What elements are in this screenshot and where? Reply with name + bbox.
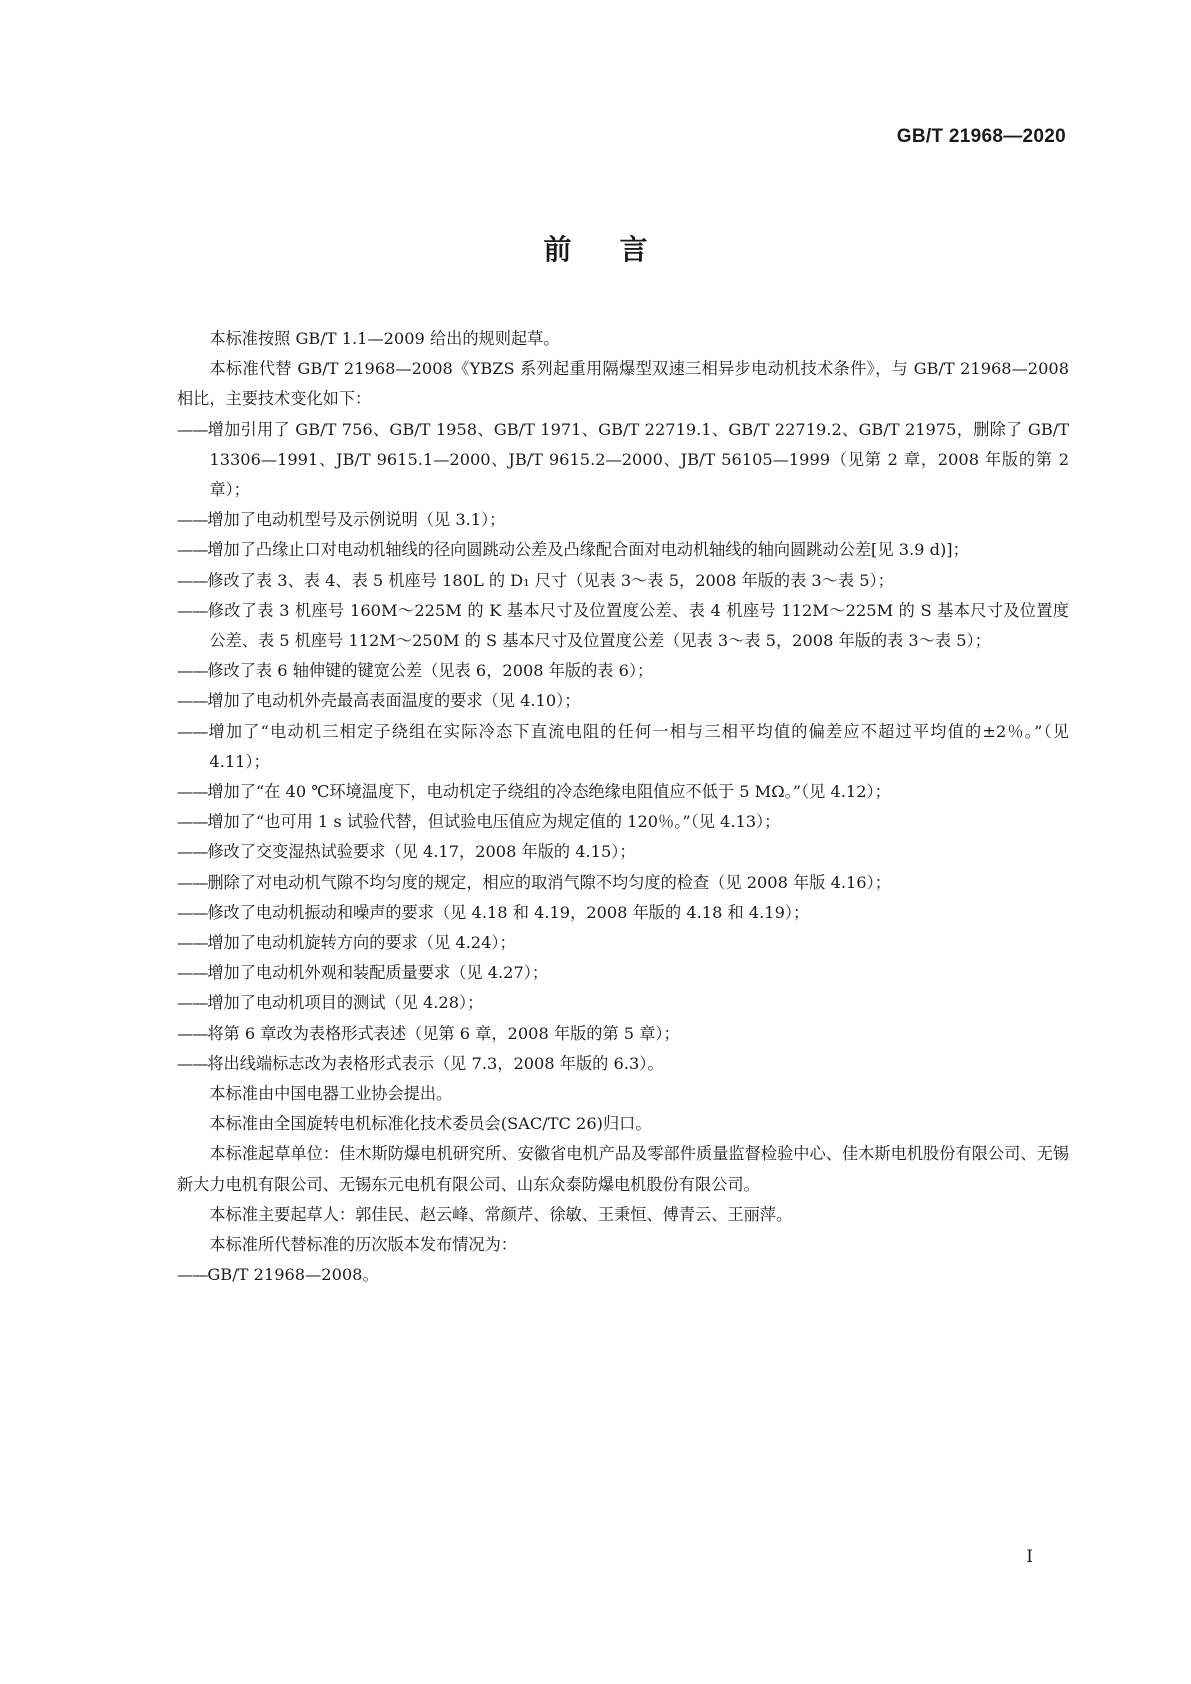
dash-marker: —— [177,933,208,953]
page-number: I [1026,1547,1033,1567]
paragraph: 本标准主要起草人：郭佳民、赵云峰、常颜芹、徐敏、王秉恒、傅青云、王丽萍。 [209,1204,793,1224]
dash-marker: —— [177,1023,208,1043]
list-item [177,535,1069,565]
list-item-text: 增加了凸缘止口对电动机轴线的径向圆跳动公差及凸缘配合面对电动机轴线的轴向圆跳动公差[见 3.9 d)]； [207,540,969,560]
list-item [177,928,1069,958]
dash-marker: —— [177,993,208,1013]
list-item-text: 将出线端标志改为表格形式表示（见 7.3，2008 年版的 6.3）。 [207,1053,664,1073]
list-item-text: 增加了电动机型号及示例说明（见 3.1）； [207,510,506,530]
paragraph: 本标准由中国电器工业协会提出。 [209,1084,453,1104]
list-item [177,505,1069,535]
dash-marker: —— [177,540,208,560]
list-item [177,777,1069,807]
paragraph: 本标准由全国旋转电机标准化技术委员会(SAC/TC 26)归口。 [209,1114,652,1134]
list-item-text: 修改了电动机振动和噪声的要求（见 4.18 和 4.19，2008 年版的 4.18 和 4.19）； [207,902,810,922]
dash-marker: —— [177,721,208,741]
paragraph: 本标准起草单位：佳木斯防爆电机研究所、安徽省电机产品及零部件质量监督检验中心、佳木斯电机股份有限公司、无锡新大力电机有限公司、无锡东元电机有限公司、山东众泰防爆电机股份有限公司。 [177,1144,1069,1194]
list-item-text: 增加引用了 GB/T 756、GB/T 1958、GB/T 1971、GB/T 22719.1、GB/T 22719.2、GB/T 21975，删除了 GB/T 13306—1991、JB/T 9615.1—2000、JB/T 9615.2—2000、JB/T 56105—1999（见第 2 章，2008 年版的第 2 章）； [207,419,1069,500]
list-item [177,1019,1069,1049]
list-item-text: 修改了表 3、表 4、表 5 机座号 180L 的 D₁ 尺寸（见表 3～表 5，2008 年版的表 3～表 5）； [207,570,894,590]
dash-marker: —— [177,842,208,862]
list-item [177,656,1069,686]
changes-list [177,415,1069,1079]
list-item [177,1049,1069,1079]
list-item [177,686,1069,716]
list-item-text: 修改了表 6 轴伸键的键宽公差（见表 6，2008 年版的表 6）； [207,661,654,681]
dash-marker: —— [177,510,208,530]
page-title: 前言 [543,233,696,266]
list-item-text: 增加了电动机项目的测试（见 4.28）； [207,993,484,1013]
list-item [177,415,1069,506]
paragraph: 本标准按照 GB/T 1.1—2009 给出的规则起草。 [209,329,560,348]
foreword-body [177,324,1069,1291]
dash-marker: —— [177,419,208,439]
list-item-text: 删除了对电动机气隙不均匀度的规定，相应的取消气隙不均匀度的检查（见 2008 年版 4.16）； [207,872,891,892]
dash-marker: —— [177,600,208,620]
list-item-text: 增加了“电动机三相定子绕组在实际冷态下直流电阻的任何一相与三相平均值的偏差应不超过平均值的±2％。”（见 4.11）； [207,721,1069,771]
list-item [177,988,1069,1018]
list-item-text: 修改了交变湿热试验要求（见 4.17，2008 年版的 4.15）； [207,842,636,862]
dash-marker: —— [177,661,208,681]
history-item [177,1260,1069,1290]
dash-marker: —— [177,1265,208,1285]
list-item [177,717,1069,777]
dash-marker: —— [177,902,208,922]
list-item [177,868,1069,898]
standard-number: GB/T 21968—2020 [896,126,1066,147]
dash-marker: —— [177,812,208,832]
list-item-text: 增加了“也可用 1 s 试验代替，但试验电压值应为规定值的 120％。”（见 4.13）； [207,812,781,832]
paragraph: 本标准所代替标准的历次版本发布情况为： [209,1235,517,1255]
paragraph: 本标准代替 GB/T 21968—2008《YBZS 系列起重用隔爆型双速三相异步电动机技术条件》，与 GB/T 21968—2008 相比，主要技术变化如下： [177,359,1069,409]
list-item [177,898,1069,928]
list-item [177,566,1069,596]
list-item-text: 将第 6 章改为表格形式表述（见第 6 章，2008 年版的第 5 章）； [207,1023,680,1043]
dash-marker: —— [177,782,208,802]
list-item-text: 增加了电动机外观和装配质量要求（见 4.27）； [207,963,549,983]
history-item-text: GB/T 21968—2008。 [207,1265,379,1285]
dash-marker: —— [177,1053,208,1073]
list-item-text: 修改了表 3 机座号 160M～225M 的 K 基本尺寸及位置度公差、表 4 机座号 112M～225M 的 S 基本尺寸及位置度公差、表 5 机座号 112M～250M 的 S 基本尺寸及位置度公差（见表 3～表 5，2008 年版的表 3～表 5）； [207,600,1069,651]
list-item [177,807,1069,837]
dash-marker: —— [177,570,208,590]
list-item [177,837,1069,867]
list-item-text: 增加了电动机旋转方向的要求（见 4.24）； [207,933,516,953]
list-item [177,596,1069,656]
dash-marker: —— [177,691,208,711]
list-item-text: 增加了“在 40 ℃环境温度下，电动机定子绕组的冷态绝缘电阻值应不低于 5 MΩ。”（见 4.12）； [207,782,891,802]
dash-marker: —— [177,963,208,983]
list-item [177,958,1069,988]
dash-marker: —— [177,872,208,892]
list-item-text: 增加了电动机外壳最高表面温度的要求（见 4.10）； [207,691,581,711]
